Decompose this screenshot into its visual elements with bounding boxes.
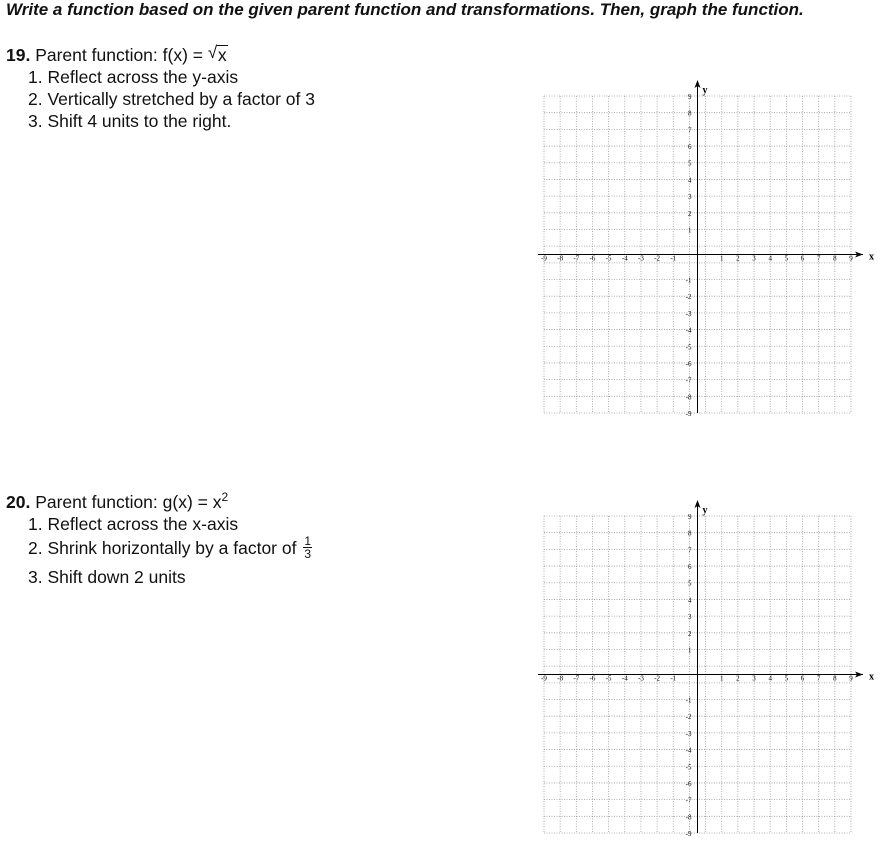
x-tick-label: -6 [589, 254, 596, 263]
y-tick-label: 9 [688, 93, 692, 101]
instructions: Write a function based on the given parent function and transformations. Then, graph the function. [6, 0, 804, 19]
x-tick-label: 3 [752, 674, 756, 683]
x-tick-label: -2 [654, 254, 661, 263]
y-axis-label: y [702, 505, 708, 516]
problem-19 [6, 44, 315, 132]
y-tick-label: -4 [685, 326, 692, 335]
x-tick-label: -2 [654, 674, 661, 683]
y-tick-label: 7 [688, 546, 692, 555]
transformation-step: 3. Shift down 2 units [28, 566, 186, 587]
y-tick-label: -4 [685, 746, 692, 755]
square-root: √ x [207, 43, 227, 65]
x-tick-label: -8 [557, 674, 564, 683]
x-tick-label: 1 [719, 254, 724, 263]
y-tick-label: -5 [685, 763, 692, 772]
x-tick-label: -6 [589, 674, 596, 683]
transformation-list [6, 66, 315, 132]
y-tick-label: 7 [688, 126, 692, 135]
coordinate-grid-20[interactable] [530, 492, 875, 837]
y-tick-label: 2 [688, 209, 692, 218]
x-tick-label: -5 [605, 674, 612, 683]
coordinate-plane [530, 492, 875, 837]
parent-function-expression [163, 45, 228, 65]
y-tick-label: 6 [688, 143, 692, 152]
x-axis-label: x [869, 671, 874, 683]
x-tick-label: 8 [833, 674, 837, 683]
x-tick-label: 9 [849, 254, 853, 263]
x-tick-label: 2 [736, 254, 740, 263]
transformation-step: 2. Vertically stretched by a factor of 3 [28, 89, 315, 109]
x-tick-label: 5 [784, 254, 789, 263]
y-tick-label: -3 [685, 729, 692, 738]
parent-function-label: Parent function: [35, 45, 163, 65]
y-tick-label: 5 [688, 579, 692, 588]
fraction-denominator: 3 [304, 546, 312, 561]
y-tick-label: 1 [688, 226, 692, 235]
parent-function-expression [163, 492, 229, 512]
y-tick-label: -8 [685, 813, 692, 822]
y-tick-label: 4 [688, 596, 692, 605]
y-tick-label: -5 [685, 343, 692, 352]
x-tick-label: -8 [557, 254, 564, 263]
problem-number: 19. [6, 45, 31, 65]
x-axis-label: x [869, 251, 874, 263]
x-tick-label: -3 [638, 254, 644, 263]
y-tick-label: -8 [685, 393, 692, 402]
x-tick-label: 6 [800, 254, 805, 263]
transformation-step [28, 533, 312, 562]
transformation-step: 1. Reflect across the y-axis [28, 67, 239, 87]
y-tick-label: 8 [688, 529, 692, 538]
x-tick-label: 6 [800, 674, 805, 683]
x-tick-label: 3 [752, 254, 756, 263]
x-tick-label: 2 [736, 674, 740, 683]
y-tick-label: 6 [688, 563, 692, 572]
problem-number: 20. [6, 491, 31, 512]
y-tick-label: -7 [685, 796, 692, 805]
y-tick-label: -2 [685, 713, 692, 722]
y-tick-label: -1 [685, 696, 692, 705]
problem-20 [6, 486, 312, 588]
x-tick-label: -9 [541, 674, 547, 683]
x-tick-label: -3 [638, 674, 644, 683]
x-tick-label: 7 [816, 254, 821, 263]
transformation-list [6, 513, 312, 588]
base: x [212, 491, 222, 512]
coordinate-grid-19[interactable] [530, 72, 875, 417]
y-tick-label: 3 [688, 613, 692, 622]
x-tick-label: 9 [849, 674, 853, 683]
x-tick-label: -7 [573, 254, 580, 263]
problem-20-title [6, 486, 312, 513]
y-tick-label: -6 [685, 359, 692, 368]
y-tick-label: 4 [688, 176, 692, 185]
x-tick-label: -1 [670, 254, 677, 263]
x-tick-label: -5 [605, 254, 612, 263]
x-tick-label: -7 [573, 674, 580, 683]
x-tick-label: 7 [816, 674, 821, 683]
y-tick-label: -9 [685, 410, 692, 417]
y-tick-label: -7 [685, 376, 692, 385]
y-tick-label: 1 [688, 646, 692, 655]
x-tick-label: -4 [621, 674, 628, 683]
y-tick-label: 5 [688, 159, 692, 168]
transformation-step: 3. Shift 4 units to the right. [28, 111, 232, 131]
y-tick-label: 2 [688, 629, 692, 638]
y-tick-label: -9 [685, 830, 692, 837]
x-tick-label: 4 [768, 674, 772, 683]
y-tick-label: 9 [688, 513, 692, 521]
y-tick-label: -6 [685, 779, 692, 788]
y-tick-label: -1 [685, 276, 692, 285]
radicand: x [217, 45, 227, 65]
coordinate-plane [530, 72, 875, 417]
y-axis-label: y [702, 85, 708, 96]
y-tick-label: 3 [688, 193, 692, 202]
fraction-numerator: 1 [304, 533, 312, 548]
function-name: f(x) = [162, 45, 208, 65]
x-tick-label: 4 [768, 254, 772, 263]
x-tick-label: -1 [670, 674, 677, 683]
function-name: g(x) = [162, 491, 213, 512]
fraction [303, 535, 312, 560]
x-tick-label: -9 [541, 254, 547, 263]
exponent: 2 [221, 490, 229, 504]
problem-19-title [6, 44, 315, 66]
y-tick-label: -2 [685, 293, 692, 302]
x-tick-label: 8 [833, 254, 837, 263]
step-text: 2. Shrink horizontally by a factor of [28, 537, 302, 558]
x-tick-label: 1 [719, 674, 724, 683]
y-tick-label: -3 [685, 309, 692, 318]
transformation-step: 1. Reflect across the x-axis [28, 513, 239, 534]
parent-function-label: Parent function: [35, 491, 163, 512]
x-tick-label: -4 [621, 254, 628, 263]
x-tick-label: 5 [784, 674, 789, 683]
y-tick-label: 8 [688, 109, 692, 118]
